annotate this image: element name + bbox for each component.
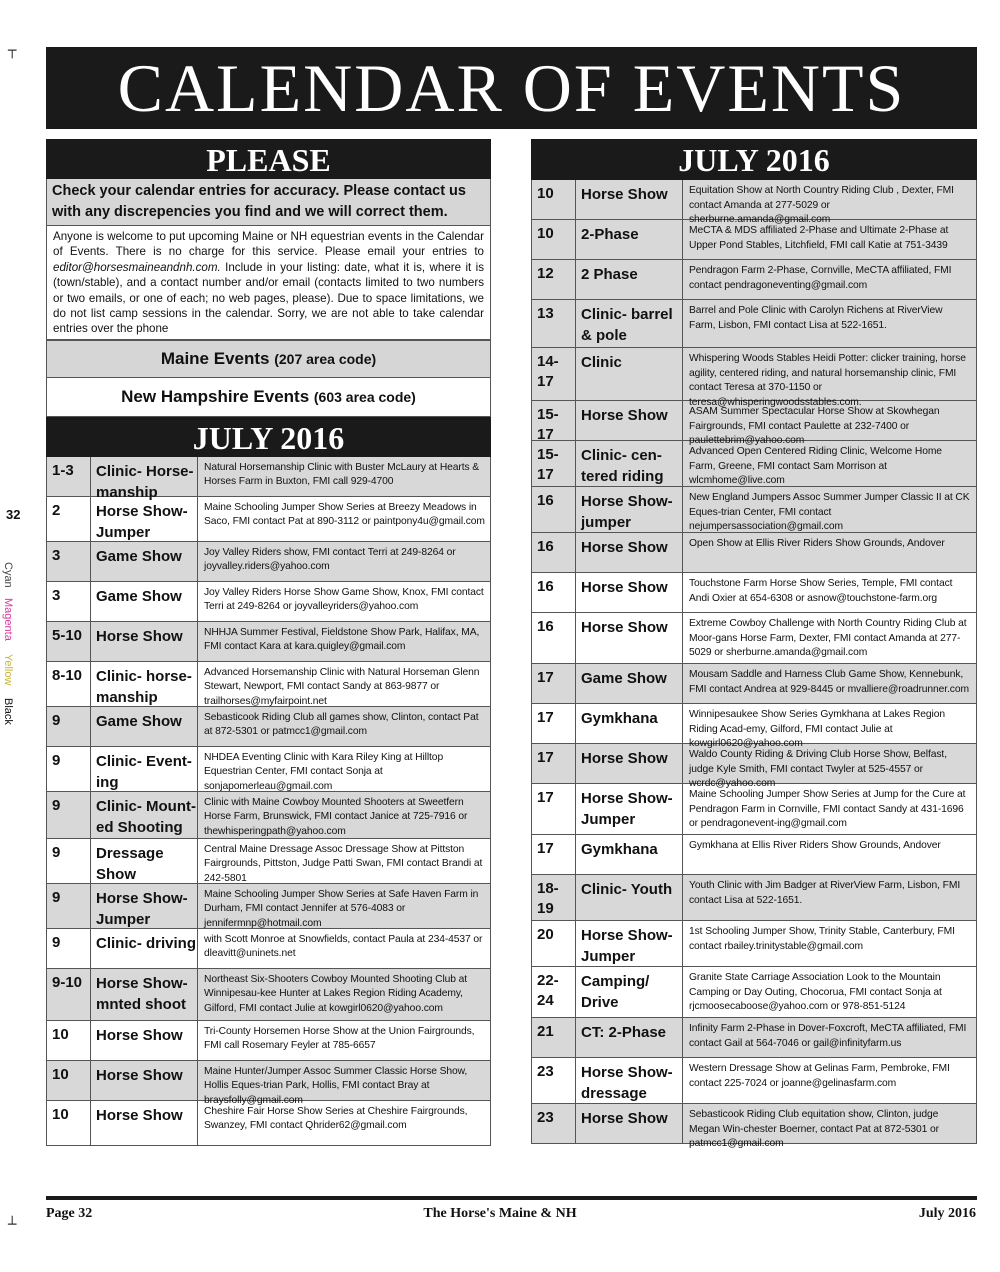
please-heading: PLEASE xyxy=(46,139,491,179)
event-date: 13 xyxy=(532,300,576,347)
event-type: Game Show xyxy=(91,707,198,746)
footer-rule xyxy=(46,1196,977,1200)
event-description: Youth Clinic with Jim Badger at RiverView Farm, Lisbon, FMI contact Lisa at 522-1651. xyxy=(689,880,961,906)
event-description: Gymkhana at Ellis River Riders Show Grounds, Andover xyxy=(689,840,941,851)
event-date: 10 xyxy=(532,180,576,219)
event-type: Horse Show-Jumper xyxy=(576,784,683,834)
event-date: 17 xyxy=(532,835,576,874)
event-date: 9 xyxy=(47,747,91,791)
event-row xyxy=(531,704,977,749)
event-type: Gymkhana xyxy=(576,835,683,874)
event-row xyxy=(46,1061,491,1106)
event-description: Pendragon Farm 2-Phase, Cornville, MeCTA affiliated, FMI contact pendragoneventing@gmail.com xyxy=(689,265,952,291)
crop-mark-top: ┬ xyxy=(8,43,17,59)
event-description: Infinity Farm 2-Phase in Dover-Foxcroft, MeCTA affiliated, FMI contact Gail at 564-7046 or gail@infinityfarm.us xyxy=(689,1023,967,1049)
event-date: 5-10 xyxy=(47,622,91,661)
event-date: 22-24 xyxy=(532,967,576,1017)
color-cyan-label: Cyan xyxy=(2,562,14,588)
event-date: 12 xyxy=(532,260,576,299)
event-row xyxy=(46,622,491,662)
event-description: Joy Valley Riders show, FMI contact Terri at 249-8264 or joyvalley.riders@yahoo.com xyxy=(204,546,456,573)
event-description: Maine Schooling Jumper Show Series at Safe Haven Farm in Durham, FMI contact Jennifer at 576-4083 or jennifermnp@hotmail.com xyxy=(204,888,479,929)
footer-issue-date: July 2016 xyxy=(918,1206,976,1221)
event-description: Clinic with Maine Cowboy Mounted Shooters at Sweetfern Horse Farm, Brunswick, FMI contact Janice at 725-7916 or thewhisperingpath@yahoo.com xyxy=(204,796,468,837)
event-description: Cheshire Fair Horse Show Series at Cheshire Fairgrounds, Swanzey, FMI contact Qhrider62@gmail.com xyxy=(204,1105,468,1132)
event-date: 16 xyxy=(532,613,576,663)
please-notice: Check your calendar entries for accuracy. Please contact us with any discrepencies you find and we will correct them. xyxy=(46,179,491,226)
event-type: Horse Show-Jumper xyxy=(576,921,683,966)
event-date: 21 xyxy=(532,1018,576,1057)
event-date: 16 xyxy=(532,487,576,532)
color-registration-strip xyxy=(2,562,26,732)
event-type: Horse Show-Jumper xyxy=(91,884,198,928)
event-type: Dressage Show xyxy=(91,839,198,883)
right-column xyxy=(531,139,977,1149)
color-black-label: Black xyxy=(2,698,14,725)
event-description: Joy Valley Riders Horse Show Game Show, Knox, FMI contact Terri at 249-8264 or joyvalleyriders@yahoo.com xyxy=(204,586,484,613)
event-type: Horse Show-mnted shoot xyxy=(91,969,198,1020)
event-description: Extreme Cowboy Challenge with North Country Riding Club at Moor-gans Horse Farm, Dexter, FMI contact Amanda at 277-5029 or sherburne.amanda@gmail.com xyxy=(689,618,967,658)
event-description: MeCTA & MDS affiliated 2-Phase and Ultimate 2-Phase at Upper Pond Stables, Litchfield, FMI call Katie at 751-3439 xyxy=(689,225,949,251)
event-description: Sebasticook Riding Club equitation show, Clinton, judge Megan Win-chester Boerner, contact Pat at 872-5301 or patmcc1@gmail.com xyxy=(689,1109,939,1149)
event-date: 10 xyxy=(532,220,576,259)
event-date: 2 xyxy=(47,497,91,541)
event-description: ASAM Summer Spectacular Horse Show at Skowhegan Fairgrounds, FMI contact Paulette at 232-7400 or paulettebrim@yahoo.com xyxy=(689,406,940,446)
event-description: New England Jumpers Assoc Summer Jumper Classic II at CK Eques-trian Center, FMI contact nejumpersassociation@gmail.com xyxy=(689,492,970,532)
maine-events-label: Maine Events (207 area code) xyxy=(46,340,491,378)
event-description: Waldo County Riding & Driving Club Horse Show, Belfast, judge Kyle Smith, FMI contact Twyler at 525-4557 or wcrdc@yahoo.com xyxy=(689,749,947,789)
event-description: Tri-County Horsemen Horse Show at the Union Fairgrounds, FMI call Rosemary Feyler at 785-6657 xyxy=(204,1025,475,1052)
side-page-number: 32 xyxy=(6,507,21,522)
right-event-list xyxy=(531,180,977,1149)
event-type: Horse Show xyxy=(91,622,198,661)
event-date: 8-10 xyxy=(47,662,91,706)
event-row xyxy=(46,662,491,707)
event-description: Western Dressage Show at Gelinas Farm, Pembroke, FMI contact 225-7024 or joanne@gelinasfarm.com xyxy=(689,1063,950,1089)
event-date: 17 xyxy=(532,704,576,743)
event-date: 9-10 xyxy=(47,969,91,1020)
event-type: Camping/ Drive xyxy=(576,967,683,1017)
event-description: Sebasticook Riding Club all games show, Clinton, contact Pat at 872-5301 or patmcc1@gmail.com xyxy=(204,711,479,738)
footer-publication: The Horse's Maine & NH xyxy=(423,1206,577,1221)
event-description: NHHJA Summer Festival, Fieldstone Show Park, Halifax, MA, FMI contact Kara at kara.quigley@gmail.com xyxy=(204,626,480,653)
crop-mark-bottom: ┴ xyxy=(8,1217,17,1233)
event-row xyxy=(46,747,491,792)
event-type: Horse Show xyxy=(91,1021,198,1060)
event-description: Maine Hunter/Jumper Assoc Summer Classic Horse Show, Hollis Eques-trian Park, Hollis, FMI contact Bray at braysfolly@gmail.com xyxy=(204,1065,468,1106)
event-type: Horse Show-dressage xyxy=(576,1058,683,1103)
event-date: 20 xyxy=(532,921,576,966)
event-description: Maine Schooling Jumper Show Series at Jump for the Cure at Pendragon Farm in Cornville, FMI contact Sandy at 431-1696 or pendragonevent-ing@gmail.com xyxy=(689,789,966,829)
event-type: 2-Phase xyxy=(576,220,683,259)
event-type: Clinic- Mount-ed Shooting xyxy=(91,792,198,838)
event-row xyxy=(531,348,977,408)
event-date: 10 xyxy=(47,1061,91,1100)
event-date: 9 xyxy=(47,707,91,746)
event-date: 1-3 xyxy=(47,457,91,496)
color-yellow-label: Yellow xyxy=(2,654,14,686)
event-date: 9 xyxy=(47,884,91,928)
event-description: 1st Schooling Jumper Show, Trinity Stable, Canterbury, FMI contact rbailey.trinitystable@gmail.com xyxy=(689,926,955,952)
event-date: 3 xyxy=(47,542,91,581)
event-date: 16 xyxy=(532,533,576,572)
event-type: Horse Show xyxy=(576,1104,683,1143)
event-description: Advanced Horsemanship Clinic with Natural Horseman Glenn Stewart, Newport, FMI contact Sandy at 863-9877 or trailhorses@myfairpoint.net xyxy=(204,666,480,707)
event-date: 23 xyxy=(532,1058,576,1103)
event-description: Open Show at Ellis River Riders Show Grounds, Andover xyxy=(689,538,945,549)
event-row xyxy=(531,220,977,260)
event-row xyxy=(46,707,491,747)
event-description: Central Maine Dressage Assoc Dressage Show at Pittston Fairgrounds, Pittston, Judge Patti Swan, FMI contact Brandi at 242-5801 xyxy=(204,843,483,884)
event-row xyxy=(531,613,977,664)
event-row xyxy=(531,744,977,789)
instructions-text-1: Anyone is welcome to put upcoming Maine or NH equestrian events in the Calendar of Events. There is no charge for this service. Please email your entries to xyxy=(53,230,484,259)
event-date: 9 xyxy=(47,929,91,968)
event-row xyxy=(531,1018,977,1058)
event-description: Barrel and Pole Clinic with Carolyn Richens at RiverView Farm, Lisbon, FMI contact Lisa at 522-1651. xyxy=(689,305,943,331)
event-type: Horse Show xyxy=(576,533,683,572)
event-row xyxy=(46,497,491,542)
left-calendar-heading: JULY 2016 xyxy=(46,417,491,457)
event-date: 9 xyxy=(47,792,91,838)
event-row xyxy=(531,784,977,835)
event-type: Clinic- Youth xyxy=(576,875,683,920)
event-date: 17 xyxy=(532,744,576,783)
event-row xyxy=(531,835,977,875)
event-row xyxy=(531,300,977,348)
event-description: NHDEA Eventing Clinic with Kara Riley King at Hilltop Equestrian Center, FMI contact Sonja at sonjapomerleau@gmail.com xyxy=(204,751,444,792)
event-type: Clinic xyxy=(576,348,683,400)
event-row xyxy=(531,180,977,225)
event-description: Maine Schooling Jumper Show Series at Breezy Meadows in Saco, FMI contact Pat at 890-3112 or paintpony4u@gmail.com xyxy=(204,501,485,528)
event-description: Equitation Show at North Country Riding Club , Dexter, FMI contact Amanda at 277-5029 or sherburne.amanda@gmail.com xyxy=(689,185,954,225)
event-type: Horse Show xyxy=(576,573,683,612)
event-row xyxy=(46,839,491,884)
event-row xyxy=(531,573,977,613)
event-row xyxy=(46,969,491,1021)
event-description: Advanced Open Centered Riding Clinic, Welcome Home Farm, Greene, FMI contact Sam Morrison at wlcmhome@live.com xyxy=(689,446,942,486)
event-row xyxy=(531,441,977,487)
event-type: Clinic- barrel & pole xyxy=(576,300,683,347)
event-row xyxy=(531,487,977,533)
event-type: Horse Show xyxy=(576,180,683,219)
right-calendar-heading: JULY 2016 xyxy=(531,139,977,180)
event-type: Horse Show xyxy=(576,401,683,440)
event-type: Gymkhana xyxy=(576,704,683,743)
event-type: Clinic- cen-tered riding xyxy=(576,441,683,486)
event-type: Clinic- Event-ing xyxy=(91,747,198,791)
event-type: Clinic- horse-manship xyxy=(91,662,198,706)
event-type: Horse Show-jumper xyxy=(576,487,683,532)
event-type: Horse Show xyxy=(91,1101,198,1145)
left-event-list xyxy=(46,457,491,1146)
event-date: 17 xyxy=(532,784,576,834)
event-type: Clinic- Horse-manship xyxy=(91,457,198,496)
event-description: Mousam Saddle and Harness Club Game Show, Kennebunk, FMI contact Andrea at 929-8445 or mvalliere@roadrunner.com xyxy=(689,669,969,695)
event-date: 16 xyxy=(532,573,576,612)
event-type: Horse Show xyxy=(91,1061,198,1100)
nh-events-label: New Hampshire Events (603 area code) xyxy=(46,378,491,417)
event-row xyxy=(46,582,491,622)
event-date: 15-17 xyxy=(532,401,576,440)
event-description: Whispering Woods Stables Heidi Potter: clicker training, horse agility, centered riding, and natural horsemanship clinic, FMI contact Teresa at 370-1150 or teresa@whisperingwoodsstables.com. xyxy=(689,353,966,408)
instructions-text-2: Include in your listing: date, what it is, where it is (town/stable), and a contact number and/or email (contacts limited to two numbers or two emails, or one of each; no web pages, please). Due to space limitations, we do not list camp sessions in the calendar. Sorry, we are not able to take calendar entries over the phone xyxy=(53,260,484,336)
event-row xyxy=(531,260,977,300)
event-row xyxy=(46,542,491,582)
editor-email: editor@horsesmaineandnh.com. xyxy=(53,260,221,274)
event-row xyxy=(46,1021,491,1061)
event-date: 15-17 xyxy=(532,441,576,486)
event-row xyxy=(46,792,491,839)
event-row xyxy=(531,401,977,446)
event-description: Natural Horsemanship Clinic with Buster McLaury at Hearts & Horses Farm in Buxton, FMI call 929-4700 xyxy=(204,461,480,488)
event-type: Game Show xyxy=(91,542,198,581)
event-type: Game Show xyxy=(576,664,683,703)
event-type: CT: 2-Phase xyxy=(576,1018,683,1057)
event-type: Horse Show xyxy=(576,613,683,663)
event-row xyxy=(531,1104,977,1149)
please-instructions xyxy=(46,226,491,340)
event-date: 10 xyxy=(47,1101,91,1145)
event-row xyxy=(46,884,491,929)
masthead-title: CALENDAR OF EVENTS xyxy=(46,47,977,129)
event-row xyxy=(531,875,977,921)
event-date: 3 xyxy=(47,582,91,621)
event-row xyxy=(531,664,977,704)
event-type: Game Show xyxy=(91,582,198,621)
event-description: Touchstone Farm Horse Show Series, Temple, FMI contact Andi Oxier at 654-6308 or asnow@touchstone-farm.org xyxy=(689,578,953,604)
event-date: 23 xyxy=(532,1104,576,1143)
event-type: Horse Show-Jumper xyxy=(91,497,198,541)
event-row xyxy=(46,1101,491,1146)
event-date: 14-17 xyxy=(532,348,576,400)
event-type: Clinic- driving xyxy=(91,929,198,968)
event-description: Northeast Six-Shooters Cowboy Mounted Shooting Club at Winnipesau-kee Hunter at Lakes Region Riding Academy, Gilford, FMI contact Julie at kowgirl0620@yahoo.com xyxy=(204,973,468,1014)
event-date: 10 xyxy=(47,1021,91,1060)
color-magenta-label: Magenta xyxy=(2,598,14,641)
event-row xyxy=(46,929,491,969)
event-row xyxy=(531,967,977,1018)
event-row xyxy=(46,457,491,501)
event-description: with Scott Monroe at Snowfields, contact Paula at 234-4537 or dleavitt@uninets.net xyxy=(204,933,483,960)
event-row xyxy=(531,1058,977,1104)
event-type: Horse Show xyxy=(576,744,683,783)
event-date: 18-19 xyxy=(532,875,576,920)
event-description: Granite State Carriage Association Look to the Mountain Camping or Day Outing, Chocorua, FMI contact Sonja at rjcmoosecaboose@yahoo.com or 978-851-5124 xyxy=(689,972,942,1012)
left-column xyxy=(46,139,491,1146)
event-description: Winnipesaukee Show Series Gymkhana at Lakes Region Riding Acad-emy, Gilford, FMI contact Julie at kowgirl0620@yahoo.com xyxy=(689,709,945,749)
event-row xyxy=(531,533,977,573)
maine-area-code: (207 area code) xyxy=(274,350,377,367)
footer-page-label: Page 32 xyxy=(46,1206,93,1221)
event-type: 2 Phase xyxy=(576,260,683,299)
event-date: 9 xyxy=(47,839,91,883)
nh-area-code: (603 area code) xyxy=(313,388,416,405)
event-row xyxy=(531,921,977,967)
event-date: 17 xyxy=(532,664,576,703)
